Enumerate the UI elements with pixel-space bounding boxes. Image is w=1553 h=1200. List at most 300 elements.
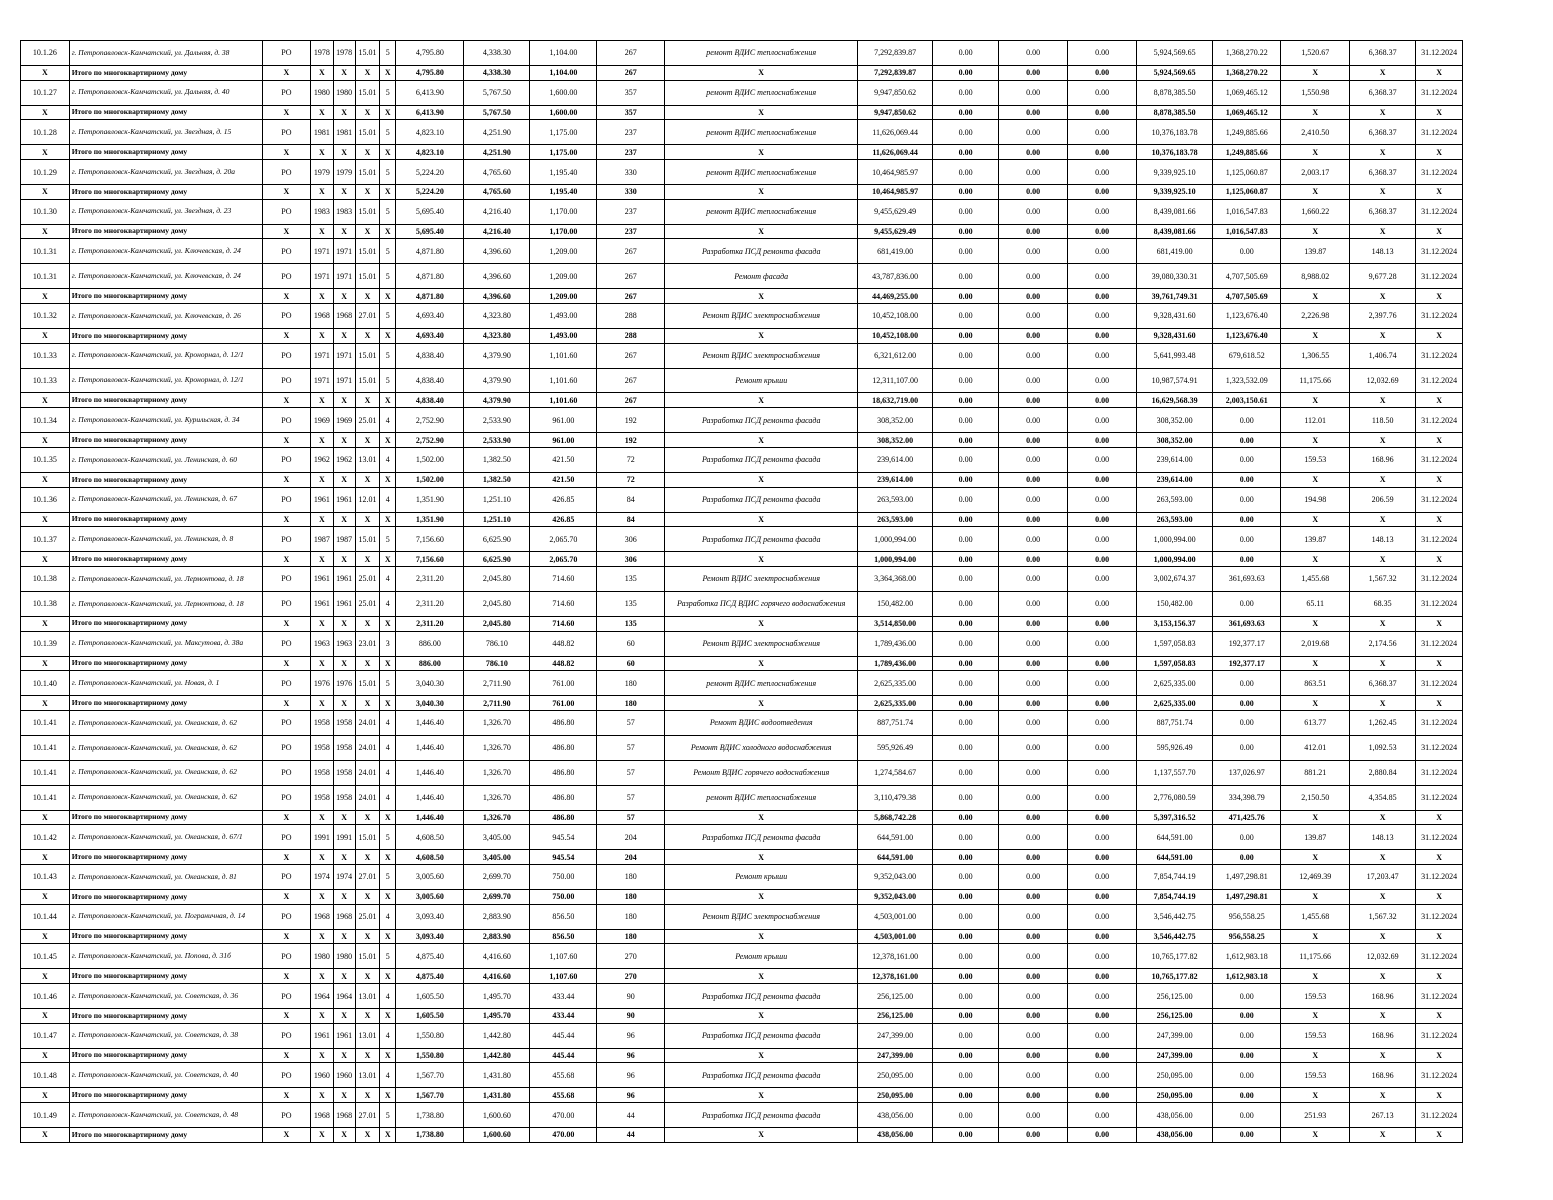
cell-common-area: 945.54 [530,850,597,865]
cell-fund-municipal: 0.00 [1068,393,1137,408]
cell-fund-owners: 3,153,156.37 [1137,616,1213,631]
cell-unit-cost: 139.87 [1281,239,1350,264]
cell-build-year: X [311,850,333,865]
cell-address: Итого по многоквартирному дому [69,184,262,199]
cell-fund-municipal: 0.00 [1068,105,1137,120]
cell-address: г. Петропавловск-Камчатский, ул. Советская, д. 48 [69,1103,262,1128]
cell-fund-federal: 0.00 [933,984,999,1009]
cell-floors: X [380,1128,396,1143]
cell-build-year: X [311,433,333,448]
cell-floors: 4 [380,710,396,735]
cell-work-type: ремонт ВДИС теплоснабжения [665,160,858,185]
cell-unit-cost: 1,520.67 [1281,41,1350,66]
cell-total-cost: 7,292,839.87 [858,65,933,80]
cell-owner-type: РО [262,1063,311,1088]
cell-commission-year: X [333,929,355,944]
cell-item-number: X [21,1008,70,1023]
cell-total-cost: 2,625,335.00 [858,696,933,711]
cell-wall-code: X [355,328,379,343]
cell-living-area: 1,326.70 [464,760,530,785]
cell-unit-cost: 863.51 [1281,671,1350,696]
cell-fund-regional: 0.00 [999,567,1068,592]
cell-build-year: 1980 [311,80,333,105]
cell-residents: 267 [597,65,665,80]
cell-build-year: 1958 [311,785,333,810]
cell-living-area: 4,765.60 [464,160,530,185]
cell-residents: 192 [597,433,665,448]
cell-residents: 96 [597,1048,665,1063]
cell-fund-federal: 0.00 [933,825,999,850]
cell-fund-owners: 39,080,330.31 [1137,264,1213,289]
cell-wall-code: 27.01 [355,865,379,890]
table-row [21,631,1463,656]
cell-common-area: 2,065.70 [530,552,597,567]
cell-fund-federal: 0.00 [933,735,999,760]
cell-residents: 267 [597,289,665,304]
cell-work-type: X [665,1008,858,1023]
cell-floors: X [380,616,396,631]
cell-wall-code: X [355,696,379,711]
cell-fund-regional: 0.00 [999,671,1068,696]
cell-floors: 4 [380,735,396,760]
cell-fund-federal: 0.00 [933,671,999,696]
cell-unit-cost-limit: 6,368.37 [1350,671,1416,696]
cell-unit-cost: 65.11 [1281,591,1350,616]
total-row [21,393,1463,408]
cell-common-area: 470.00 [530,1103,597,1128]
cell-total-area: 5,224.20 [396,184,464,199]
cell-item-number: 10.1.31 [21,239,70,264]
cell-fund-owners: 9,328,431.60 [1137,304,1213,329]
cell-work-type: ремонт ВДИС теплоснабжения [665,120,858,145]
cell-residents: 288 [597,328,665,343]
cell-build-year: X [311,145,333,160]
cell-common-area: 1,209.00 [530,289,597,304]
cell-total-area: 1,567.70 [396,1063,464,1088]
cell-fund-owners: 9,339,925.10 [1137,184,1213,199]
cell-fund-owners: 887,751.74 [1137,710,1213,735]
cell-fund-other: 1,069,465.12 [1213,105,1281,120]
cell-work-type: X [665,472,858,487]
cell-total-area: 4,823.10 [396,120,464,145]
cell-item-number: 10.1.39 [21,631,70,656]
cell-fund-regional: 0.00 [999,696,1068,711]
cell-item-number: 10.1.30 [21,199,70,224]
cell-fund-municipal: 0.00 [1068,735,1137,760]
total-row [21,1048,1463,1063]
cell-fund-regional: 0.00 [999,929,1068,944]
cell-owner-type: X [262,328,311,343]
table-row [21,1023,1463,1048]
cell-fund-municipal: 0.00 [1068,671,1137,696]
cell-address: г. Петропавловск-Камчатский, ул. Океанская, д. 62 [69,735,262,760]
cell-fund-other: 0.00 [1213,1128,1281,1143]
cell-build-year: X [311,393,333,408]
cell-build-year: X [311,105,333,120]
cell-address: г. Петропавловск-Камчатский, ул. Ленинская, д. 8 [69,527,262,552]
cell-unit-cost-limit: 6,368.37 [1350,41,1416,66]
cell-fund-other: 0.00 [1213,825,1281,850]
cell-unit-cost-limit: X [1350,616,1416,631]
cell-unit-cost: 2,410.50 [1281,120,1350,145]
cell-wall-code: 13.01 [355,1063,379,1088]
cell-wall-code: 25.01 [355,408,379,433]
cell-total-cost: 250,095.00 [858,1063,933,1088]
cell-fund-regional: 0.00 [999,328,1068,343]
table-row [21,487,1463,512]
cell-work-type: X [665,184,858,199]
table-row [21,343,1463,368]
cell-floors: X [380,810,396,825]
cell-living-area: 2,533.90 [464,433,530,448]
cell-fund-federal: 0.00 [933,889,999,904]
cell-total-cost: 438,056.00 [858,1128,933,1143]
cell-unit-cost: X [1281,393,1350,408]
cell-item-number: 10.1.48 [21,1063,70,1088]
cell-wall-code: X [355,929,379,944]
cell-residents: 357 [597,80,665,105]
cell-deadline: 31.12.2024 [1416,120,1463,145]
cell-address: г. Петропавловск-Камчатский, ул. Советская, д. 36 [69,984,262,1009]
cell-fund-federal: 0.00 [933,184,999,199]
cell-living-area: 1,442.80 [464,1048,530,1063]
cell-work-type: X [665,552,858,567]
total-row [21,224,1463,239]
cell-fund-federal: 0.00 [933,810,999,825]
cell-residents: 96 [597,1023,665,1048]
cell-fund-federal: 0.00 [933,1008,999,1023]
cell-total-area: 4,838.40 [396,393,464,408]
cell-fund-federal: 0.00 [933,944,999,969]
cell-fund-owners: 10,987,574.91 [1137,368,1213,393]
cell-residents: 57 [597,735,665,760]
cell-total-cost: 9,352,043.00 [858,865,933,890]
cell-owner-type: РО [262,591,311,616]
cell-unit-cost: X [1281,328,1350,343]
cell-floors: X [380,184,396,199]
cell-item-number: 10.1.31 [21,264,70,289]
cell-address: Итого по многоквартирному дому [69,289,262,304]
cell-deadline: X [1416,696,1463,711]
cell-fund-other: 2,003,150.61 [1213,393,1281,408]
cell-address: г. Петропавловск-Камчатский, ул. Океанская, д. 62 [69,785,262,810]
cell-total-area: 1,605.50 [396,984,464,1009]
cell-build-year: 1960 [311,1063,333,1088]
cell-commission-year: X [333,289,355,304]
cell-fund-regional: 0.00 [999,433,1068,448]
cell-commission-year: 1958 [333,735,355,760]
cell-floors: 4 [380,487,396,512]
cell-fund-regional: 0.00 [999,631,1068,656]
cell-floors: X [380,696,396,711]
cell-common-area: 961.00 [530,433,597,448]
cell-fund-owners: 7,854,744.19 [1137,865,1213,890]
cell-unit-cost-limit: 6,368.37 [1350,80,1416,105]
cell-living-area: 2,883.90 [464,904,530,929]
cell-living-area: 4,323.80 [464,328,530,343]
cell-build-year: 1958 [311,735,333,760]
cell-work-type: Разработка ПСД ремонта фасада [665,984,858,1009]
cell-unit-cost: 2,226.98 [1281,304,1350,329]
cell-work-type: X [665,393,858,408]
cell-residents: 135 [597,616,665,631]
cell-total-cost: 9,947,850.62 [858,80,933,105]
cell-unit-cost-limit: X [1350,328,1416,343]
cell-deadline: X [1416,393,1463,408]
cell-common-area: 426.85 [530,512,597,527]
cell-unit-cost-limit: 6,368.37 [1350,160,1416,185]
cell-address: г. Петропавловск-Камчатский, ул. Кронорнал, д. 12/1 [69,368,262,393]
cell-common-area: 1,195.40 [530,160,597,185]
cell-fund-federal: 0.00 [933,696,999,711]
cell-owner-type: X [262,512,311,527]
cell-owner-type: X [262,289,311,304]
cell-common-area: 1,175.00 [530,145,597,160]
cell-living-area: 1,326.70 [464,710,530,735]
cell-living-area: 4,251.90 [464,120,530,145]
total-row [21,616,1463,631]
cell-floors: X [380,393,396,408]
cell-address: г. Петропавловск-Камчатский, ул. Звездная, д. 23 [69,199,262,224]
cell-residents: 60 [597,631,665,656]
cell-fund-regional: 0.00 [999,1088,1068,1103]
cell-deadline: X [1416,552,1463,567]
cell-fund-federal: 0.00 [933,304,999,329]
cell-item-number: X [21,656,70,671]
cell-build-year: X [311,328,333,343]
cell-fund-owners: 438,056.00 [1137,1128,1213,1143]
cell-fund-municipal: 0.00 [1068,41,1137,66]
cell-fund-regional: 0.00 [999,825,1068,850]
cell-fund-owners: 3,546,442.75 [1137,904,1213,929]
cell-residents: 180 [597,696,665,711]
cell-address: Итого по многоквартирному дому [69,1088,262,1103]
total-row [21,1008,1463,1023]
cell-fund-regional: 0.00 [999,810,1068,825]
cell-fund-regional: 0.00 [999,184,1068,199]
cell-address: г. Петропавловск-Камчатский, ул. Курильская, д. 34 [69,408,262,433]
cell-living-area: 1,600.60 [464,1128,530,1143]
cell-fund-municipal: 0.00 [1068,199,1137,224]
cell-fund-regional: 0.00 [999,65,1068,80]
cell-wall-code: X [355,1128,379,1143]
cell-item-number: X [21,105,70,120]
cell-wall-code: X [355,616,379,631]
cell-residents: 90 [597,984,665,1009]
cell-item-number: 10.1.26 [21,41,70,66]
cell-floors: 5 [380,120,396,145]
total-row [21,889,1463,904]
cell-commission-year: 1958 [333,710,355,735]
cell-unit-cost-limit: 148.13 [1350,527,1416,552]
cell-work-type: X [665,512,858,527]
cell-unit-cost-limit: 148.13 [1350,239,1416,264]
cell-fund-other: 956,558.25 [1213,929,1281,944]
cell-common-area: 714.60 [530,567,597,592]
cell-fund-other: 1,123,676.40 [1213,328,1281,343]
cell-fund-regional: 0.00 [999,656,1068,671]
cell-build-year: 1979 [311,160,333,185]
cell-fund-other: 0.00 [1213,512,1281,527]
cell-fund-regional: 0.00 [999,850,1068,865]
cell-wall-code: 13.01 [355,984,379,1009]
table-row [21,120,1463,145]
cell-living-area: 1,326.70 [464,810,530,825]
table-row [21,160,1463,185]
cell-owner-type: РО [262,408,311,433]
table-row [21,41,1463,66]
cell-fund-federal: 0.00 [933,1048,999,1063]
cell-owner-type: X [262,889,311,904]
cell-wall-code: 15.01 [355,80,379,105]
cell-fund-owners: 263,593.00 [1137,487,1213,512]
cell-total-cost: 11,626,069.44 [858,145,933,160]
cell-residents: 204 [597,850,665,865]
cell-owner-type: X [262,472,311,487]
cell-floors: 5 [380,304,396,329]
cell-build-year: X [311,512,333,527]
cell-residents: 90 [597,1008,665,1023]
cell-unit-cost: 159.53 [1281,1023,1350,1048]
table-row [21,264,1463,289]
cell-fund-other: 4,707,505.69 [1213,289,1281,304]
cell-unit-cost: X [1281,929,1350,944]
cell-fund-federal: 0.00 [933,1063,999,1088]
cell-fund-regional: 0.00 [999,447,1068,472]
cell-commission-year: X [333,552,355,567]
cell-fund-federal: 0.00 [933,929,999,944]
cell-work-type: Разработка ПСД ремонта фасада [665,447,858,472]
cell-owner-type: РО [262,944,311,969]
cell-unit-cost-limit: X [1350,1008,1416,1023]
cell-build-year: 1958 [311,760,333,785]
cell-deadline: 31.12.2024 [1416,160,1463,185]
cell-deadline: 31.12.2024 [1416,343,1463,368]
cell-common-area: 945.54 [530,825,597,850]
cell-fund-owners: 5,924,569.65 [1137,41,1213,66]
total-row [21,472,1463,487]
cell-fund-regional: 0.00 [999,120,1068,145]
cell-item-number: X [21,393,70,408]
cell-build-year: 1991 [311,825,333,850]
table-row [21,760,1463,785]
cell-fund-owners: 5,641,993.48 [1137,343,1213,368]
cell-deadline: X [1416,65,1463,80]
cell-item-number: 10.1.40 [21,671,70,696]
cell-floors: 5 [380,1103,396,1128]
cell-fund-other: 0.00 [1213,696,1281,711]
cell-unit-cost: X [1281,512,1350,527]
cell-total-area: 2,311.20 [396,591,464,616]
cell-residents: 96 [597,1063,665,1088]
cell-fund-regional: 0.00 [999,1048,1068,1063]
cell-item-number: X [21,696,70,711]
cell-owner-type: X [262,810,311,825]
cell-deadline: X [1416,472,1463,487]
cell-living-area: 4,396.60 [464,289,530,304]
cell-address: г. Петропавловск-Камчатский, ул. Звездная, д. 20а [69,160,262,185]
cell-fund-regional: 0.00 [999,710,1068,735]
cell-total-cost: 681,419.00 [858,239,933,264]
cell-total-area: 6,413.90 [396,80,464,105]
cell-common-area: 856.50 [530,904,597,929]
cell-floors: X [380,145,396,160]
cell-common-area: 1,493.00 [530,304,597,329]
cell-commission-year: X [333,889,355,904]
cell-fund-municipal: 0.00 [1068,984,1137,1009]
cell-fund-regional: 0.00 [999,735,1068,760]
cell-item-number: X [21,1128,70,1143]
cell-fund-owners: 2,625,335.00 [1137,696,1213,711]
cell-build-year: 1961 [311,567,333,592]
cell-fund-other: 0.00 [1213,433,1281,448]
cell-fund-regional: 0.00 [999,224,1068,239]
cell-total-area: 1,446.40 [396,735,464,760]
cell-unit-cost-limit: 2,880.84 [1350,760,1416,785]
cell-living-area: 6,625.90 [464,552,530,567]
cell-fund-other: 1,123,676.40 [1213,304,1281,329]
cell-total-cost: 10,452,108.00 [858,304,933,329]
cell-total-cost: 887,751.74 [858,710,933,735]
cell-total-area: 4,871.80 [396,239,464,264]
cell-unit-cost: X [1281,810,1350,825]
cell-owner-type: X [262,145,311,160]
cell-address: г. Петропавловск-Камчатский, ул. Дальняя, д. 38 [69,41,262,66]
cell-unit-cost: 613.77 [1281,710,1350,735]
cell-address: Итого по многоквартирному дому [69,929,262,944]
cell-deadline: 31.12.2024 [1416,710,1463,735]
cell-address: Итого по многоквартирному дому [69,810,262,825]
cell-item-number: 10.1.46 [21,984,70,1009]
cell-work-type: ремонт ВДИС теплоснабжения [665,785,858,810]
cell-owner-type: РО [262,1103,311,1128]
cell-fund-other: 0.00 [1213,591,1281,616]
cell-unit-cost: X [1281,656,1350,671]
cell-total-area: 1,567.70 [396,1088,464,1103]
cell-fund-owners: 10,376,183.78 [1137,120,1213,145]
cell-item-number: 10.1.41 [21,760,70,785]
cell-fund-municipal: 0.00 [1068,472,1137,487]
cell-fund-regional: 0.00 [999,527,1068,552]
cell-common-area: 486.80 [530,735,597,760]
cell-unit-cost-limit: X [1350,105,1416,120]
cell-total-cost: 438,056.00 [858,1103,933,1128]
cell-fund-regional: 0.00 [999,1103,1068,1128]
cell-fund-municipal: 0.00 [1068,80,1137,105]
cell-residents: 84 [597,487,665,512]
cell-address: Итого по многоквартирному дому [69,656,262,671]
cell-fund-regional: 0.00 [999,368,1068,393]
cell-fund-federal: 0.00 [933,969,999,984]
cell-address: г. Петропавловск-Камчатский, ул. Дальняя, д. 40 [69,80,262,105]
cell-fund-municipal: 0.00 [1068,527,1137,552]
cell-fund-federal: 0.00 [933,160,999,185]
cell-item-number: X [21,472,70,487]
cell-total-cost: 9,947,850.62 [858,105,933,120]
table-row [21,904,1463,929]
cell-common-area: 448.82 [530,631,597,656]
cell-residents: 180 [597,671,665,696]
cell-total-cost: 43,787,836.00 [858,264,933,289]
cell-wall-code: X [355,1048,379,1063]
cell-unit-cost: 112.01 [1281,408,1350,433]
cell-fund-regional: 0.00 [999,969,1068,984]
cell-living-area: 6,625.90 [464,527,530,552]
cell-total-cost: 9,455,629.49 [858,224,933,239]
total-row [21,552,1463,567]
cell-build-year: 1961 [311,487,333,512]
cell-fund-federal: 0.00 [933,368,999,393]
